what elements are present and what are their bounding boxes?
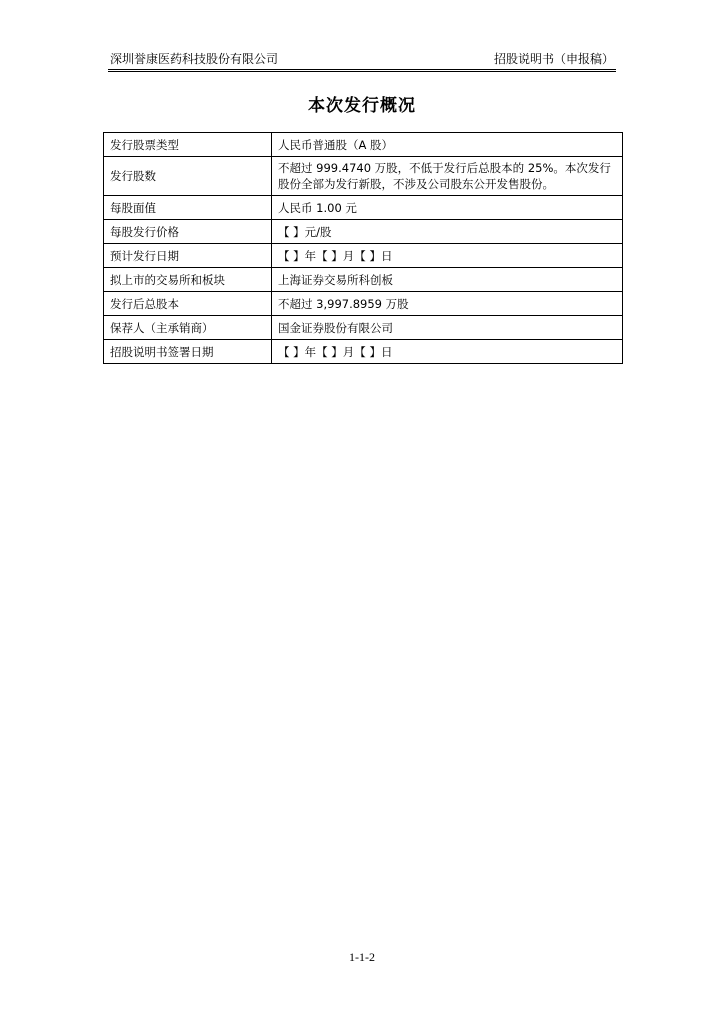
row-value: 不超过 3,997.8959 万股	[272, 292, 623, 316]
table-row	[104, 157, 623, 196]
row-label: 每股面值	[104, 196, 272, 220]
row-label: 发行股票类型	[104, 133, 272, 157]
table-row	[104, 244, 623, 268]
row-label: 招股说明书签署日期	[104, 340, 272, 364]
row-label: 发行后总股本	[104, 292, 272, 316]
row-label: 发行股数	[104, 157, 272, 196]
row-value: 国金证券股份有限公司	[272, 316, 623, 340]
table-row	[104, 292, 623, 316]
company-name: 深圳誉康医药科技股份有限公司	[110, 52, 279, 66]
row-label: 每股发行价格	[104, 220, 272, 244]
table-row	[104, 340, 623, 364]
row-value: 上海证券交易所科创板	[272, 268, 623, 292]
table-row	[104, 196, 623, 220]
issue-overview-table	[103, 132, 623, 364]
page-number: 1-1-2	[349, 950, 375, 964]
table-row	[104, 268, 623, 292]
row-value: 不超过 999.4740 万股，不低于发行后总股本的 25%。本次发行股份全部为发行新股，不涉及公司股东公开发售股份。	[272, 157, 623, 196]
page-title: 本次发行概况	[308, 96, 416, 116]
row-value: 人民币普通股（A 股）	[272, 133, 623, 157]
table-row	[104, 316, 623, 340]
row-value: 【 】年【 】月【 】日	[272, 244, 623, 268]
page-header	[108, 50, 616, 68]
table-row	[104, 220, 623, 244]
row-value: 人民币 1.00 元	[272, 196, 623, 220]
document-type: 招股说明书（申报稿）	[493, 52, 614, 66]
header-divider	[108, 69, 616, 72]
row-label: 拟上市的交易所和板块	[104, 268, 272, 292]
table-row	[104, 133, 623, 157]
row-label: 预计发行日期	[104, 244, 272, 268]
row-value: 【 】年【 】月【 】日	[272, 340, 623, 364]
row-value: 【 】元/股	[272, 220, 623, 244]
row-label: 保荐人（主承销商）	[104, 316, 272, 340]
